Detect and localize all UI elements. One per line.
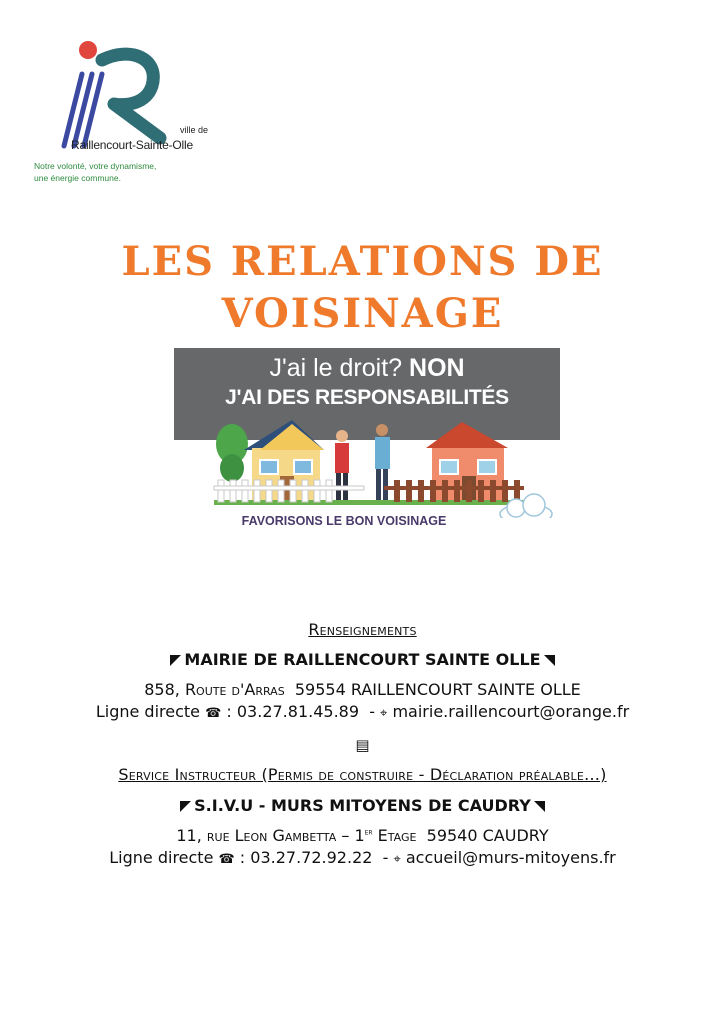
houses-illustration-icon xyxy=(174,418,560,518)
logo-slogan-line1: Notre volonté, votre dynamisme, xyxy=(34,161,157,171)
sivu-address-number: 11, xyxy=(176,826,207,845)
city-logo xyxy=(30,38,230,188)
renseignements-heading: Renseignements xyxy=(308,620,417,639)
sivu-address xyxy=(0,826,725,845)
mairie-name xyxy=(0,650,725,669)
logo-slogan xyxy=(34,160,156,184)
service-heading: Service Instructeur (Permis de construire - Déclaration préalable…) xyxy=(118,765,607,784)
document-icon: ▤ xyxy=(355,736,370,754)
triangle-right-icon xyxy=(534,801,545,812)
mairie-address-number: 858, xyxy=(144,680,185,699)
banner-slogan: FAVORISONS LE BON VOISINAGE xyxy=(241,514,447,528)
page-title xyxy=(0,236,725,340)
sivu-name-text: S.I.V.U - MURS MITOYENS DE CAUDRY xyxy=(194,796,531,815)
sivu-address-city: 59540 CAUDRY xyxy=(426,826,549,845)
mouse-pointer-icon: ⌖ xyxy=(380,706,388,721)
mairie-phone-label: Ligne directe xyxy=(95,702,201,721)
mairie-address-street: Route d'Arras xyxy=(184,680,285,699)
banner-line1 xyxy=(174,354,560,383)
mairie-name-text: MAIRIE DE RAILLENCOURT SAINTE OLLE xyxy=(184,650,541,669)
sivu-phone-label: Ligne directe xyxy=(109,848,214,867)
title-line1: LES RELATIONS DE xyxy=(121,238,604,285)
telephone-icon: ☎ xyxy=(218,852,235,867)
triangle-left-icon xyxy=(180,801,191,812)
logo-slogan-line2: une énergie commune. xyxy=(34,173,121,183)
title-line2: VOISINAGE xyxy=(221,290,504,337)
logo-ville-label: ville de xyxy=(180,125,209,135)
sivu-contact: Ligne directe ☎ : 03.27.72.92.22 - ⌖ accueil@murs-mitoyens.fr xyxy=(109,848,616,867)
mairie-contact: Ligne directe ☎ : 03.27.81.45.89 - ⌖ mairie.raillencourt@orange.fr xyxy=(95,702,630,721)
banner-line1-bold: NON xyxy=(402,354,465,382)
mairie-email[interactable]: mairie.raillencourt@orange.fr xyxy=(392,702,630,721)
sivu-address-floor-sup: er xyxy=(364,827,373,838)
triangle-left-icon xyxy=(170,655,181,666)
sivu-phone: 03.27.72.92.22 xyxy=(250,848,373,867)
sivu-address-floor: Etage xyxy=(372,826,417,845)
triangle-right-icon xyxy=(544,655,555,666)
telephone-icon: ☎ xyxy=(205,706,222,721)
banner-line1-light: J'ai le droit? xyxy=(269,354,403,382)
sivu-name xyxy=(0,796,725,815)
logo-town-name: Raillencourt-Sainte-Olle xyxy=(71,138,193,152)
mairie-address xyxy=(0,680,725,699)
mairie-phone: 03.27.81.45.89 xyxy=(236,702,360,721)
sivu-address-street: rue Leon Gambetta – 1 xyxy=(206,826,365,845)
mouse-pointer-icon: ⌖ xyxy=(393,852,401,867)
banner-line2: J'AI DES RESPONSABILITÉS xyxy=(225,386,509,409)
neighbourhood-banner xyxy=(174,348,560,544)
sivu-email[interactable]: accueil@murs-mitoyens.fr xyxy=(405,848,616,867)
mairie-address-city: 59554 RAILLENCOURT SAINTE OLLE xyxy=(294,680,581,699)
